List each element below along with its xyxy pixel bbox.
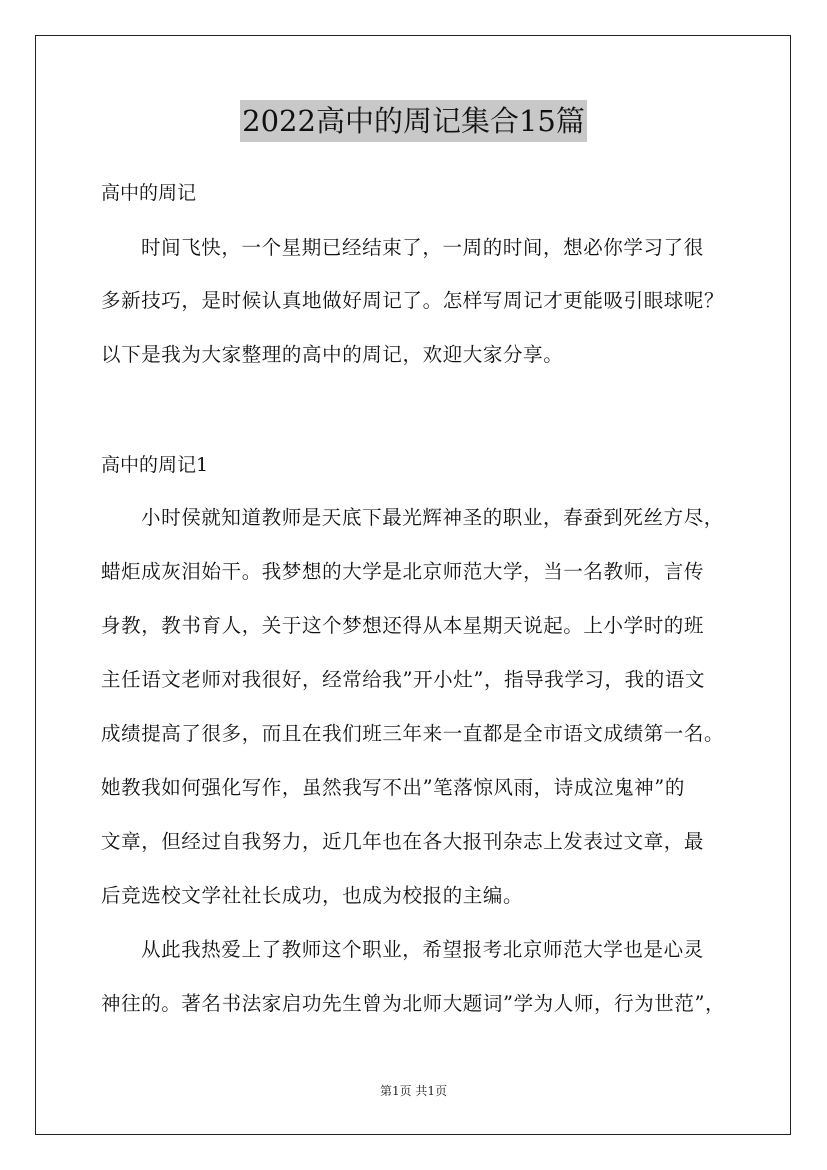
para1-line-2: 蜡炬成灰泪始干。我梦想的大学是北京师范大学，当一名教师，言传 xyxy=(101,560,705,583)
section-heading-intro: 高中的周记 xyxy=(101,182,197,204)
section-heading-1: 高中的周记1 xyxy=(101,454,209,476)
document-title: 2022高中的周记集合15篇 xyxy=(240,100,587,142)
para2-line-2: 神往的。著名书法家启功先生曾为北师大题词”学为人师，行为世范”， xyxy=(101,992,726,1015)
intro-line-2: 多新技巧，是时候认真地做好周记了。怎样写周记才更能吸引眼球呢？ xyxy=(101,289,725,312)
para1-line-5: 成绩提高了很多，而且在我们班三年来一直都是全市语文成绩第一名。 xyxy=(101,722,725,745)
para1-line-3: 身教，教书育人，关于这个梦想还得从本星期天说起。上小学时的班 xyxy=(101,614,705,637)
intro-line-3: 以下是我为大家整理的高中的周记，欢迎大家分享。 xyxy=(101,343,564,366)
page-footer: 第1页 共1页 xyxy=(379,1084,448,1098)
intro-line-1: 时间飞快，一个星期已经结束了，一周的时间，想必你学习了很 xyxy=(141,236,704,259)
para2-line-1: 从此我热爱上了教师这个职业，希望报考北京师范大学也是心灵 xyxy=(141,938,704,961)
para1-line-1: 小时侯就知道教师是天底下最光辉神圣的职业，春蚕到死丝方尽， xyxy=(141,506,724,529)
para1-line-7: 文章，但经过自我努力，近几年也在各大报刊杂志上发表过文章，最 xyxy=(101,830,705,853)
title-container xyxy=(0,100,827,142)
para1-line-8: 后竞选校文学社社长成功，也成为校报的主编。 xyxy=(101,884,524,907)
para1-line-6: 她教我如何强化写作，虽然我写不出”笔落惊风雨，诗成泣鬼神”的 xyxy=(101,776,685,799)
para1-line-4: 主任语文老师对我很好，经常给我”开小灶”，指导我学习，我的语文 xyxy=(101,668,706,691)
